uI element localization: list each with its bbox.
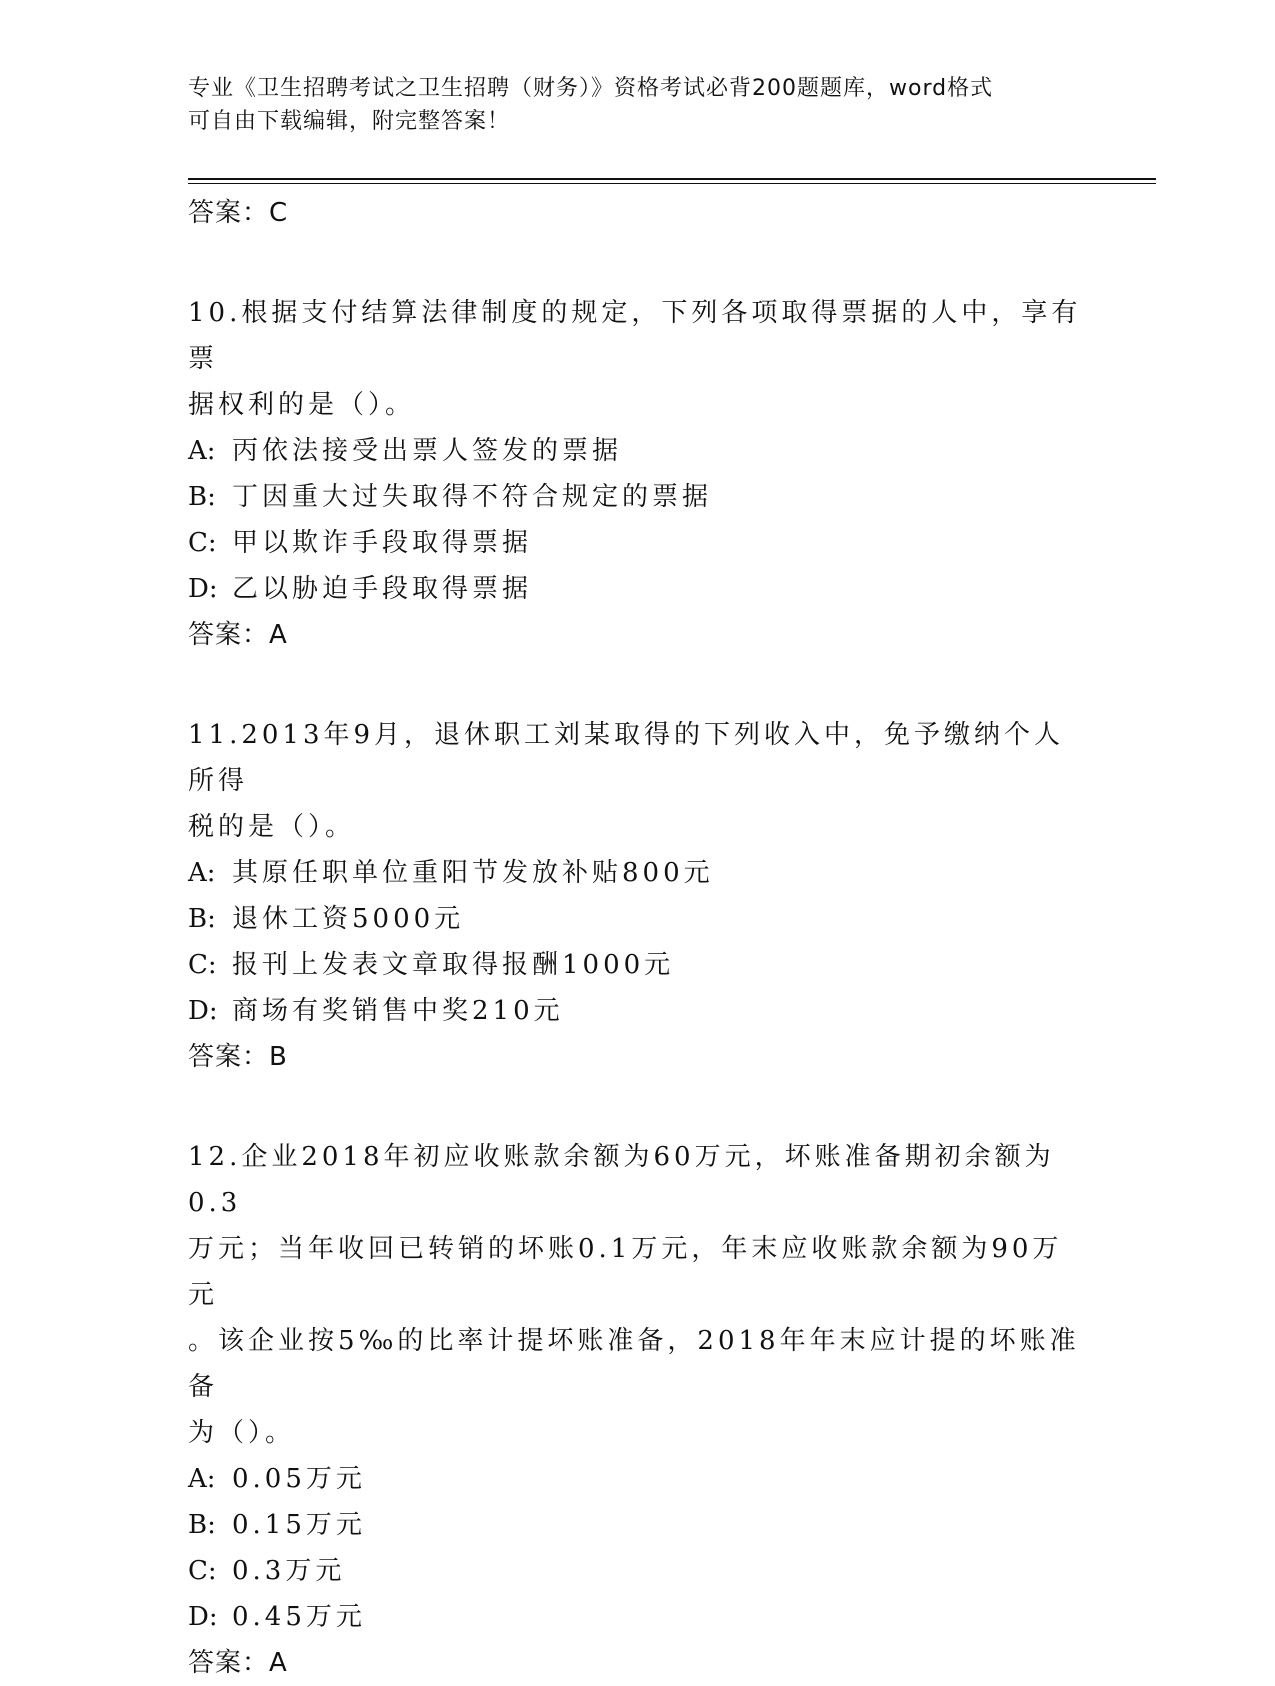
option-text: 商场有奖销售中奖210元 [232,996,564,1026]
option-letter: C: [188,528,217,558]
option-d [188,988,1088,1034]
option-letter: A: [188,858,216,888]
option-letter: B: [188,482,216,512]
option-c [188,942,1088,988]
option-text: 其原任职单位重阳节发放补贴800元 [232,858,714,888]
option-text: 0.15万元 [232,1510,366,1540]
option-b [188,896,1088,942]
option-a [188,850,1088,896]
option-text: 丁因重大过失取得不符合规定的票据 [232,482,713,512]
question-stem-line: 税的是（）。 [188,812,356,842]
header-divider [188,178,1156,180]
option-letter: D: [188,1602,218,1632]
option-letter: A: [188,436,216,466]
option-text: 报刊上发表文章取得报酬1000元 [232,950,675,980]
option-letter: B: [188,1510,216,1540]
question-stem-line: 据权利的是（）。 [188,390,416,420]
option-c [188,520,1088,566]
question-stem-line: 。该企业按5‰的比率计提坏账准备，2018年年末应计提的坏账准备 [188,1326,1080,1402]
answer: 答案：A [188,1648,288,1678]
question-10 [188,290,1088,658]
header-line-1: 专业《卫生招聘考试之卫生招聘（财务）》资格考试必背200题题库，word格式 [188,76,994,101]
question-stem-line: 10.根据支付结算法律制度的规定，下列各项取得票据的人中，享有票 [188,298,1082,374]
question-stem [188,712,1088,850]
option-text: 0.05万元 [232,1464,366,1494]
option-letter: D: [188,996,218,1026]
option-text: 乙以胁迫手段取得票据 [232,574,533,604]
option-text: 退休工资5000元 [232,904,465,934]
question-stem-line: 12.企业2018年初应收账款余额为60万元，坏账准备期初余额为0.3 [188,1142,1055,1218]
question-11 [188,712,1088,1080]
option-text: 甲以欺诈手段取得票据 [232,528,533,558]
option-c [188,1548,1088,1594]
question-stem-line: 万元；当年收回已转销的坏账0.1万元，年末应收账款余额为90万元 [188,1234,1063,1310]
option-text: 0.45万元 [232,1602,366,1632]
previous-answer: 答案：C [188,198,289,228]
answer: 答案：A [188,620,288,650]
option-b [188,1502,1088,1548]
option-d [188,566,1088,612]
option-d [188,1594,1088,1640]
question-12 [188,1134,1088,1686]
option-a [188,1456,1088,1502]
option-letter: C: [188,950,217,980]
option-text: 丙依法接受出票人签发的票据 [232,436,623,466]
option-letter: B: [188,904,216,934]
question-stem [188,1134,1088,1456]
document-header [188,72,1088,138]
question-stem-line: 11.2013年9月，退休职工刘某取得的下列收入中，免予缴纳个人所得 [188,720,1065,796]
option-letter: D: [188,574,218,604]
option-a [188,428,1088,474]
option-b [188,474,1088,520]
option-letter: C: [188,1556,217,1586]
option-letter: A: [188,1464,216,1494]
question-list [188,190,1088,1686]
question-stem [188,290,1088,428]
option-text: 0.3万元 [232,1556,346,1586]
header-line-2: 可自由下载编辑，附完整答案！ [188,109,511,134]
answer: 答案：B [188,1042,288,1072]
header-divider-thin [188,183,1156,184]
question-stem-line: 为（）。 [188,1418,296,1448]
